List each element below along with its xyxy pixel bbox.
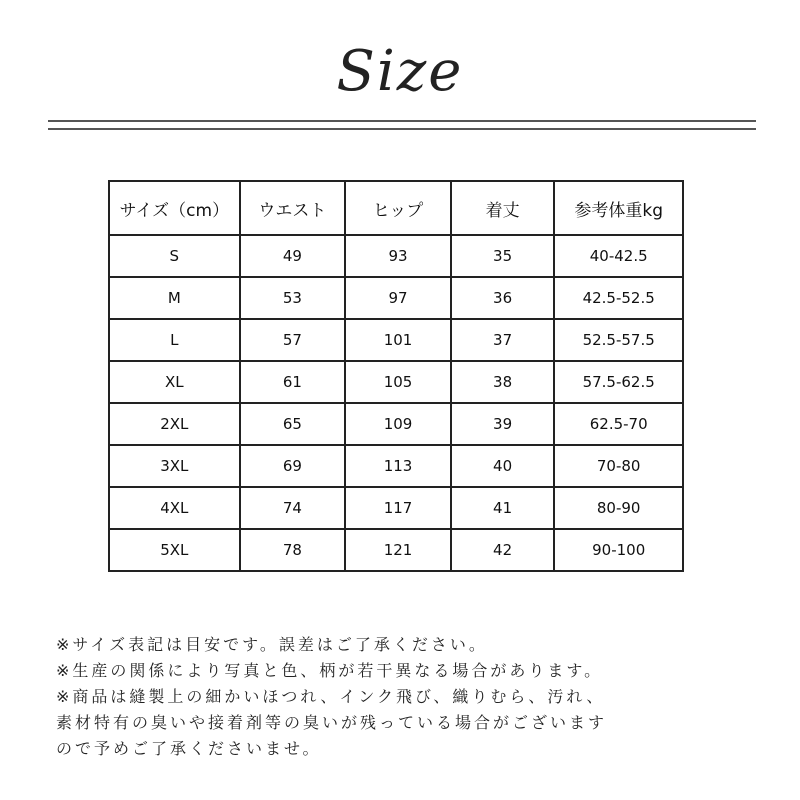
header-length: 着丈 <box>451 181 555 235</box>
cell-waist: 78 <box>240 529 346 571</box>
cell-length: 35 <box>451 235 555 277</box>
note-line: ので予めご了承くださいませ。 <box>56 739 322 758</box>
cell-size: 5XL <box>109 529 240 571</box>
table-row <box>109 445 683 487</box>
cell-weight: 62.5-70 <box>554 403 683 445</box>
cell-weight: 40-42.5 <box>554 235 683 277</box>
cell-waist: 69 <box>240 445 346 487</box>
table-row <box>109 487 683 529</box>
header-size: サイズ（cm） <box>109 181 240 235</box>
note-line: 素材特有の臭いや接着剤等の臭いが残っている場合がございます <box>56 713 608 732</box>
cell-length: 38 <box>451 361 555 403</box>
cell-length: 37 <box>451 319 555 361</box>
cell-hip: 101 <box>345 319 451 361</box>
cell-length: 42 <box>451 529 555 571</box>
cell-length: 40 <box>451 445 555 487</box>
note-line: ※サイズ表記は目安です。誤差はご了承ください。 <box>56 635 488 654</box>
cell-size: XL <box>109 361 240 403</box>
header-hip: ヒップ <box>345 181 451 235</box>
header-waist: ウエスト <box>240 181 346 235</box>
cell-size: 4XL <box>109 487 240 529</box>
header-weight: 参考体重kg <box>554 181 683 235</box>
cell-hip: 93 <box>345 235 451 277</box>
note-line: ※商品は縫製上の細かいほつれ、インク飛び、織りむら、汚れ、 <box>56 687 606 706</box>
cell-size: M <box>109 277 240 319</box>
table-row <box>109 319 683 361</box>
divider-line <box>48 128 756 130</box>
cell-size: S <box>109 235 240 277</box>
size-chart-table <box>108 180 684 572</box>
cell-waist: 61 <box>240 361 346 403</box>
note-line: ※生産の関係により写真と色、柄が若干異なる場合があります。 <box>56 661 604 680</box>
cell-hip: 97 <box>345 277 451 319</box>
cell-waist: 49 <box>240 235 346 277</box>
cell-length: 41 <box>451 487 555 529</box>
cell-size: L <box>109 319 240 361</box>
divider-line <box>48 120 756 122</box>
cell-hip: 109 <box>345 403 451 445</box>
cell-weight: 42.5-52.5 <box>554 277 683 319</box>
cell-waist: 53 <box>240 277 346 319</box>
cell-size: 2XL <box>109 403 240 445</box>
cell-waist: 65 <box>240 403 346 445</box>
cell-weight: 90-100 <box>554 529 683 571</box>
table-row <box>109 277 683 319</box>
table-row <box>109 403 683 445</box>
cell-size: 3XL <box>109 445 240 487</box>
table-header-row <box>109 181 683 235</box>
cell-weight: 70-80 <box>554 445 683 487</box>
cell-weight: 57.5-62.5 <box>554 361 683 403</box>
cell-weight: 52.5-57.5 <box>554 319 683 361</box>
cell-length: 36 <box>451 277 555 319</box>
cell-hip: 113 <box>345 445 451 487</box>
notes-block <box>56 632 756 762</box>
cell-hip: 105 <box>345 361 451 403</box>
cell-hip: 117 <box>345 487 451 529</box>
page-title: Size <box>336 39 464 104</box>
cell-weight: 80-90 <box>554 487 683 529</box>
table-row <box>109 235 683 277</box>
cell-waist: 57 <box>240 319 346 361</box>
table-row <box>109 361 683 403</box>
cell-hip: 121 <box>345 529 451 571</box>
cell-length: 39 <box>451 403 555 445</box>
cell-waist: 74 <box>240 487 346 529</box>
table-row <box>109 529 683 571</box>
